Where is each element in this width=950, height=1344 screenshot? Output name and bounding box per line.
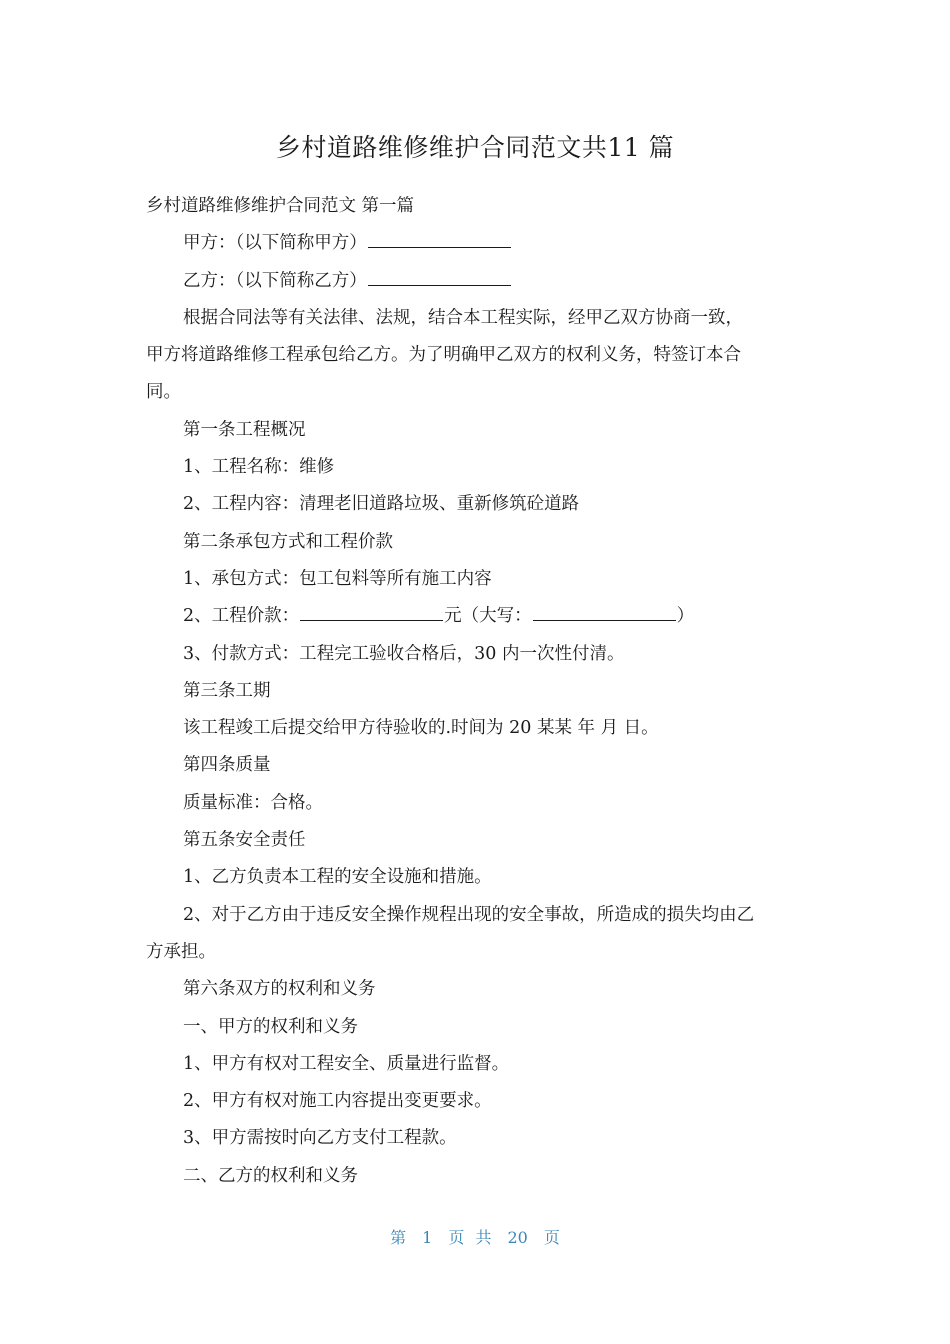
price-amount-blank bbox=[300, 606, 443, 621]
article-6-title: 第六条双方的权利和义务 bbox=[183, 979, 376, 1000]
article-4-title: 第四条质量 bbox=[183, 755, 271, 776]
price-capital-label: 元（大写： bbox=[444, 606, 532, 627]
document-body bbox=[146, 188, 814, 1195]
footer-page-number: 1 bbox=[422, 1228, 433, 1247]
article-5-item: 2、对于乙方由于违反安全操作规程出现的安全事故，所造成的损失均由乙 bbox=[183, 904, 755, 925]
document-subtitle: 乡村道路维修维护合同范文 第一篇 bbox=[146, 196, 415, 216]
article-4-text: 质量标准：合格。 bbox=[183, 792, 323, 813]
article-2-item: 1、承包方式：包工包料等所有施工内容 bbox=[183, 568, 492, 589]
article-2-price-line bbox=[146, 598, 814, 635]
party-a-blank bbox=[368, 233, 511, 248]
intro-paragraph-line: 甲方将道路维修工程承包给乙方。为了明确甲乙双方的权利义务，特签订本合 bbox=[146, 345, 741, 366]
article-5-item: 1、乙方负责本工程的安全设施和措施。 bbox=[183, 867, 492, 888]
intro-paragraph-line: 同。 bbox=[146, 382, 181, 403]
article-6-item: 2、甲方有权对施工内容提出变更要求。 bbox=[183, 1091, 492, 1112]
article-2-title: 第二条承包方式和工程价款 bbox=[183, 531, 393, 552]
party-a-label: 甲方：（以下简称甲方） bbox=[183, 233, 367, 254]
party-b-blank bbox=[368, 271, 511, 286]
footer-total-pages: 20 bbox=[507, 1228, 528, 1247]
article-6-item: 1、甲方有权对工程安全、质量进行监督。 bbox=[183, 1053, 510, 1074]
article-1-item: 2、工程内容：清理老旧道路垃圾、重新修筑砼道路 bbox=[183, 494, 580, 515]
article-1-title: 第一条工程概况 bbox=[183, 419, 306, 440]
price-label: 2、工程价款： bbox=[183, 606, 300, 627]
party-b-line bbox=[146, 263, 814, 300]
article-6-item: 3、甲方需按时向乙方支付工程款。 bbox=[183, 1128, 457, 1149]
article-3-title: 第三条工期 bbox=[183, 680, 271, 701]
article-5-item-continuation: 方承担。 bbox=[146, 941, 216, 962]
price-capital-blank bbox=[533, 606, 676, 621]
document-title: 乡村道路维修维护合同范文共11 篇 bbox=[275, 133, 675, 162]
article-6-section-title: 二、乙方的权利和义务 bbox=[183, 1165, 358, 1186]
article-1-item: 1、工程名称：维修 bbox=[183, 457, 335, 478]
party-a-line bbox=[146, 225, 814, 262]
article-5-title: 第五条安全责任 bbox=[183, 830, 306, 851]
footer-page-label: 第 bbox=[390, 1228, 407, 1247]
article-3-text: 该工程竣工后提交给甲方待验收的.时间为 20 某某 年 月 日。 bbox=[183, 718, 659, 739]
page-footer bbox=[0, 1224, 950, 1252]
footer-page-of: 页 共 bbox=[448, 1228, 492, 1247]
footer-page-suffix: 页 bbox=[543, 1228, 560, 1247]
article-6-section-title: 一、甲方的权利和义务 bbox=[183, 1016, 358, 1037]
party-b-label: 乙方：（以下简称乙方） bbox=[183, 270, 367, 291]
intro-paragraph-line: 根据合同法等有关法律、法规，结合本工程实际，经甲乙双方协商一致， bbox=[183, 307, 743, 328]
price-close-paren: ） bbox=[676, 606, 695, 627]
article-2-item: 3、付款方式：工程完工验收合格后，30 内一次性付清。 bbox=[183, 643, 625, 664]
